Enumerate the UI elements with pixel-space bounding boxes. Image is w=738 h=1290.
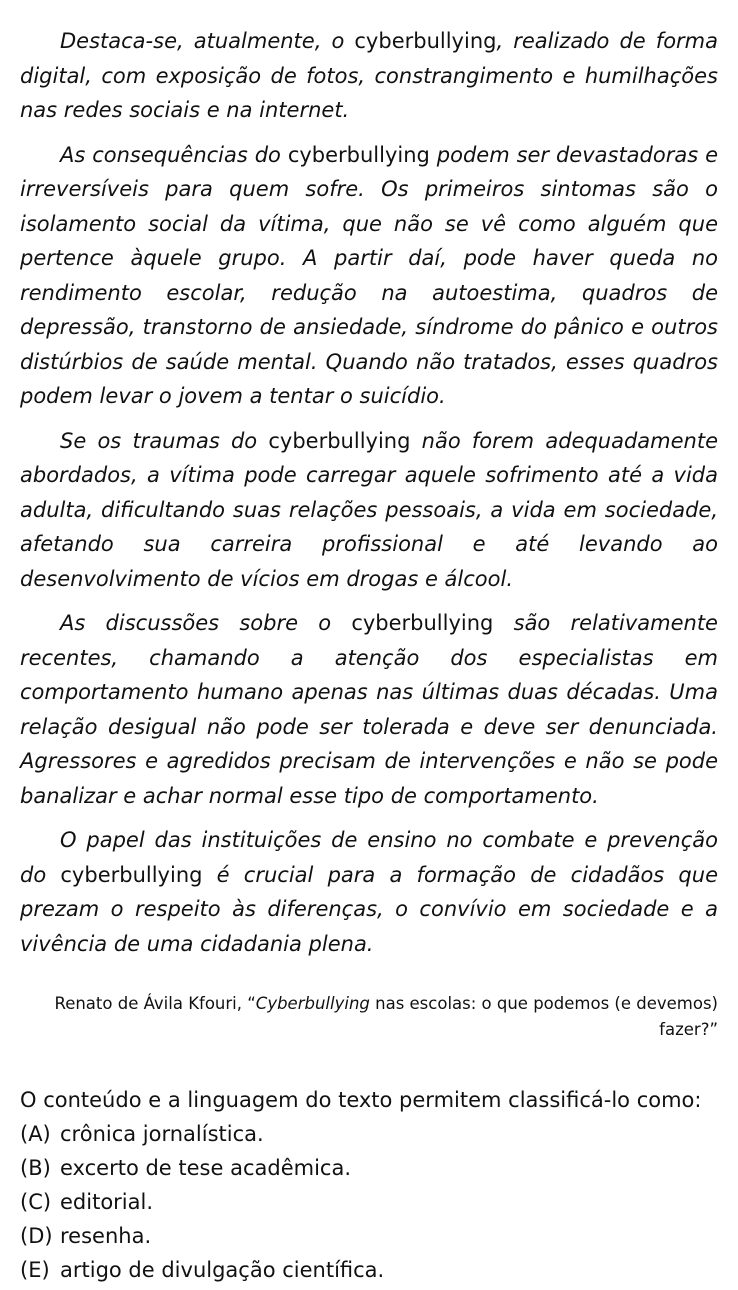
option-e [20, 1253, 718, 1287]
option-text: resenha. [60, 1224, 152, 1248]
option-letter: (C) [20, 1190, 52, 1214]
paragraph-5-part-c: é crucial para a formação de cidadãos que prezam o respeito às diferenças, o convívio em sociedade e a vivência de uma cidadania plena. [20, 862, 718, 956]
option-letter: (A) [20, 1122, 51, 1146]
paragraph-4-term: cyberbullying [351, 611, 494, 635]
answer-options [20, 1117, 718, 1287]
option-c [20, 1185, 718, 1219]
paragraph-3-part-a: Se os traumas do [60, 428, 269, 453]
source-citation [20, 991, 718, 1043]
paragraph-1-part-c: , realizado de forma digital, com exposição de fotos, constrangimento e humilhações nas redes sociais e na internet. [20, 29, 718, 122]
paragraph-3-term: cyberbullying [268, 428, 411, 453]
paragraph-5 [20, 823, 718, 961]
paragraph-3 [20, 424, 718, 597]
option-text: excerto de tese acadêmica. [60, 1156, 351, 1180]
paragraph-2-part-c: podem ser devastadoras e irreversíveis para quem sofre. Os primeiros sintomas são o isolamento social da vítima, que não se vê como alguém que pertence àquele grupo. A partir daí, pode haver queda no rendimento escolar, redução na autoestima, quadros de depressão, transtorno de ansiedade, síndrome do pânico e outros distúrbios de saúde mental. Quando não tratados, esses quadros podem levar o jovem a tentar o suicídio. [20, 142, 718, 408]
paragraph-3-part-c: não forem adequadamente abordados, a vítima pode carregar aquele sofrimento até a vida adulta, dificultando suas relações pessoais, a vida em sociedade, afetando sua carreira profissional e até levando ao desenvolvimento de vícios em drogas e álcool. [20, 428, 718, 591]
option-text: crônica jornalística. [60, 1122, 264, 1146]
paragraph-1-part-a: Destaca-se, atualmente, o [60, 29, 355, 53]
source-title-italic: Cyberbullying [255, 994, 370, 1013]
option-text: editorial. [60, 1190, 154, 1214]
paragraph-4-part-c: são relativamente recentes, chamando a atenção dos especialistas em comportamento humano apenas nas últimas duas décadas. Uma relação desigual não pode ser tolerada e deve ser denunciada. Agressores e agredidos precisam de intervenções e não se pode banalizar e achar normal esse tipo de comportamento. [20, 611, 718, 808]
paragraph-1-term: cyberbullying [354, 29, 497, 53]
option-d [20, 1219, 718, 1253]
option-a [20, 1117, 718, 1151]
option-b [20, 1151, 718, 1185]
paragraph-1 [20, 24, 718, 128]
option-letter: (E) [20, 1258, 50, 1282]
paragraph-2-term: cyberbullying [287, 142, 430, 167]
text-passage [20, 24, 718, 961]
source-author: Renato de Ávila Kfouri, “ [54, 994, 256, 1013]
option-letter: (D) [20, 1224, 53, 1248]
option-letter: (B) [20, 1156, 51, 1180]
source-title-rest: nas escolas: o que podemos (e devemos) fazer?” [369, 994, 718, 1039]
paragraph-4-part-a: As discussões sobre o [60, 611, 352, 635]
paragraph-5-part-a: O papel das instituições de ensino no combate e prevenção do [20, 828, 718, 887]
question-stem: O conteúdo e a linguagem do texto permitem classificá-lo como: [20, 1088, 702, 1112]
paragraph-4 [20, 606, 718, 813]
paragraph-2 [20, 138, 718, 414]
paragraph-2-part-a: As consequências do [60, 142, 288, 167]
paragraph-5-term: cyberbullying [60, 862, 203, 887]
option-text: artigo de divulgação científica. [60, 1258, 385, 1282]
